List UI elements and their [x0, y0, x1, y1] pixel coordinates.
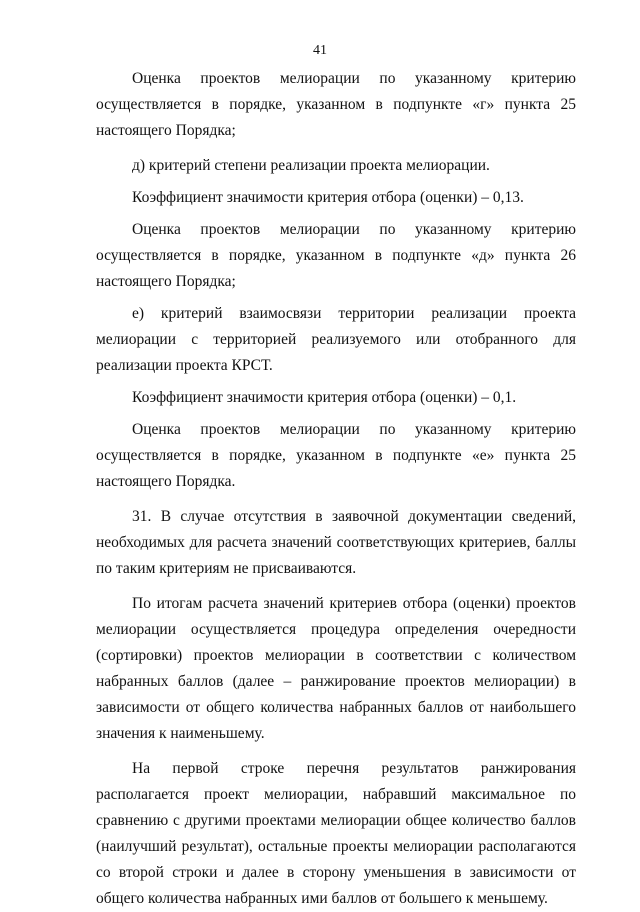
- paragraph-assessment-e: Оценка проектов мелиорации по указанному критерию осуществляется в порядке, указанном в подпункте «е» пункта 25 настоящего Порядка.: [96, 421, 576, 490]
- paragraph-criterion-d: д) критерий степени реализации проекта мелиорации.: [132, 157, 490, 174]
- document-body: [96, 66, 576, 912]
- paragraph-coefficient-01: Коэффициент значимости критерия отбора (оценки) – 0,1.: [132, 389, 517, 406]
- page-number: 41: [313, 43, 327, 58]
- paragraph-item-31: 31. В случае отсутствия в заявочной документации сведений, необходимых для расчета значений соответствующих критериев, баллы по таким критериям не присваиваются.: [96, 508, 576, 577]
- paragraph-assessment-d: Оценка проектов мелиорации по указанному критерию осуществляется в порядке, указанном в подпункте «д» пункта 26 настоящего Порядка;: [96, 221, 576, 290]
- paragraph-coefficient-013: Коэффициент значимости критерия отбора (оценки) – 0,13.: [132, 189, 524, 206]
- paragraph-assessment-g: Оценка проектов мелиорации по указанному критерию осуществляется в порядке, указанном в подпункте «г» пункта 25 настоящего Порядка;: [96, 70, 576, 139]
- paragraph-ranking-list: На первой строке перечня результатов ранжирования располагается проект мелиорации, набравший максимальное по сравнению с другими проектами мелиорации общее количество баллов (наилучший результат), остальные проекты мелиорации располагаются со второй строки и далее в сторону уменьшения в зависимости от общего количества набранных ими баллов от большего к меньшему.: [96, 760, 576, 907]
- paragraph-ranking-procedure: По итогам расчета значений критериев отбора (оценки) проектов мелиорации осуществляется процедура определения очередности (сортировки) проектов мелиорации в соответствии с количеством набранных баллов (далее – ранжирование проектов мелиорации) в зависимости от общего количества набранных баллов от наибольшего значения к наименьшему.: [96, 595, 576, 742]
- paragraph-criterion-e: е) критерий взаимосвязи территории реализации проекта мелиорации с территорией реализуемого или отобранного для реализации проекта КРСТ.: [96, 305, 576, 374]
